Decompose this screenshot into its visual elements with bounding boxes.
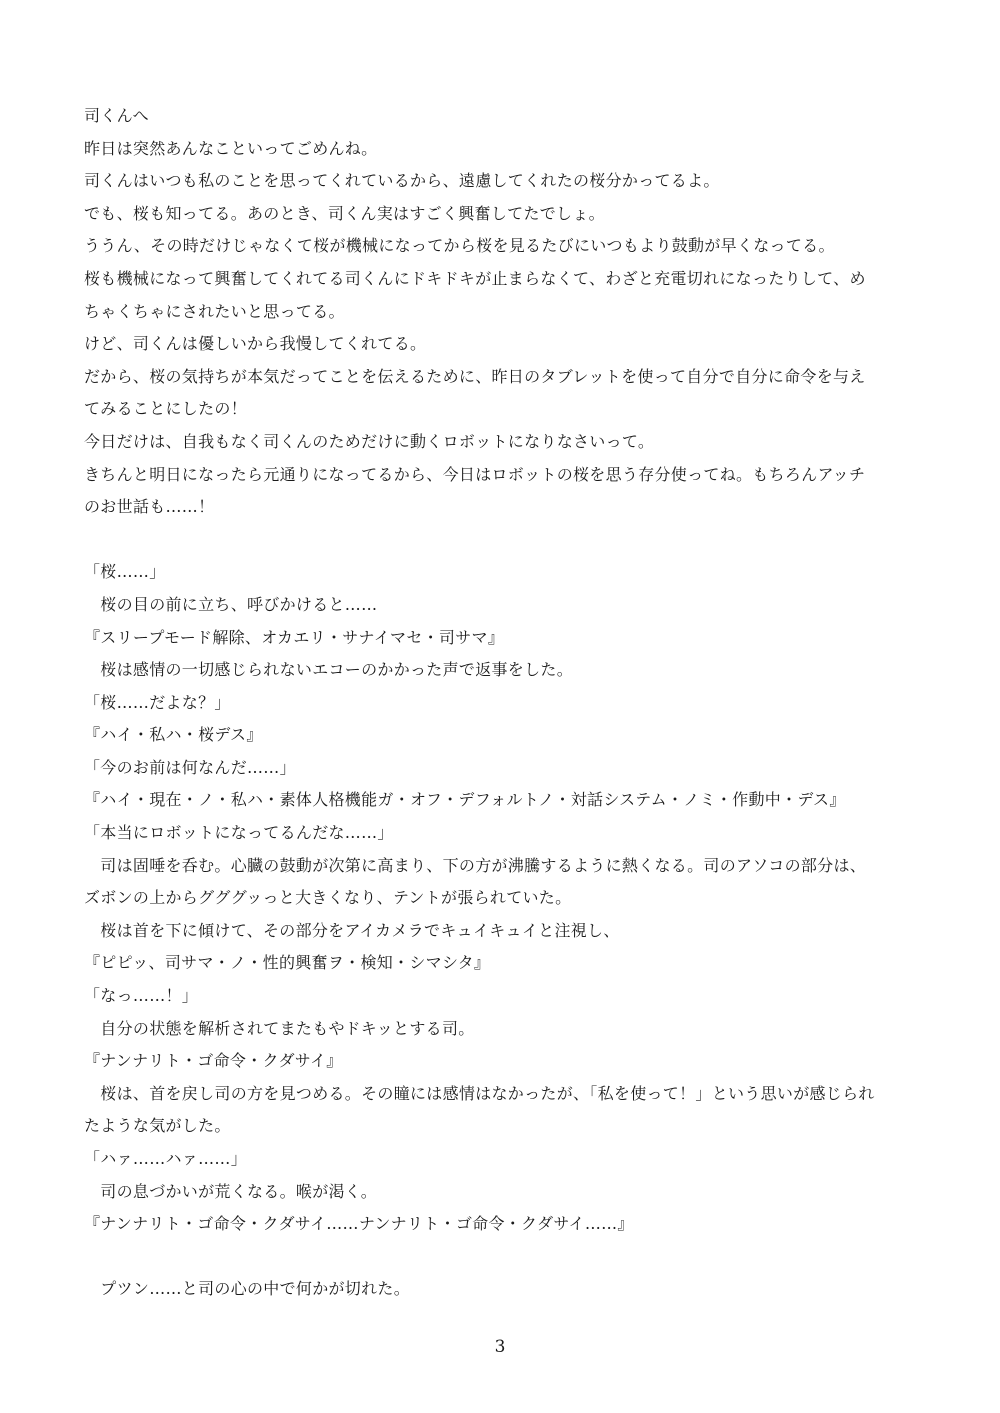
text-line: 桜も機械になって興奮してくれてる司くんにドキドキが止まらなくて、わざと充電切れになったりして、め bbox=[84, 268, 866, 288]
text-line: ううん、その時だけじゃなくて桜が機械になってから桜を見るたびにいつもより鼓動が早くなってる。 bbox=[84, 236, 835, 256]
text-line: 昨日は突然あんなこといってごめんね。 bbox=[84, 138, 378, 158]
text-line: きちんと明日になったら元通りになってるから、今日はロボットの桜を思う存分使ってね。もちろんアッチ bbox=[84, 464, 866, 484]
text-line: たような気がした。 bbox=[84, 1116, 231, 1136]
blank-line bbox=[84, 524, 924, 557]
text-line: 「桜……だよな？」 bbox=[84, 692, 231, 712]
text-line: ズボンの上からグググッっと大きくなり、テントが張られていた。 bbox=[84, 888, 572, 908]
text-line: 司くんはいつも私のことを思ってくれているから、遠慮してくれたの桜分かってるよ。 bbox=[84, 171, 720, 191]
text-line: 「なっ……！」 bbox=[84, 986, 199, 1006]
text-line: ちゃくちゃにされたいと思ってる。 bbox=[84, 301, 345, 321]
text-body bbox=[84, 100, 924, 1306]
text-line: 「本当にロボットになってるんだな……」 bbox=[84, 823, 394, 843]
text-line: 桜は、首を戻し司の方を見つめる。その瞳には感情はなかったが、「私を使って！」という思いが感じられ bbox=[84, 1083, 875, 1103]
text-line: 自分の状態を解析されてまたもやドキッとする司。 bbox=[84, 1018, 475, 1038]
text-line: 「ハァ……ハァ……」 bbox=[84, 1149, 248, 1168]
text-line: 『ハイ・私ハ・桜デス』 bbox=[84, 725, 263, 745]
text-line: 『ピピッ、司サマ・ノ・性的興奮ヲ・検知・シマシタ』 bbox=[84, 953, 491, 973]
text-line: 『ナンナリト・ゴ命令・クダサイ……ナンナリト・ゴ命令・クダサイ……』 bbox=[84, 1214, 634, 1234]
text-line: 司は固唾を呑む。心臓の鼓動が次第に高まり、下の方が沸騰するように熱くなる。司のアソコの部分は、 bbox=[84, 855, 867, 875]
page-number: 3 bbox=[494, 1337, 506, 1357]
text-line: だから、桜の気持ちが本気だってことを伝えるために、昨日のタブレットを使って自分で自分に命令を与え bbox=[84, 366, 866, 386]
text-line: 桜は感情の一切感じられないエコーのかかった声で返事をした。 bbox=[84, 660, 574, 680]
text-line: けど、司くんは優しいから我慢してくれてる。 bbox=[84, 334, 427, 354]
blank-line bbox=[84, 1241, 924, 1274]
text-line: 司の息づかいが荒くなる。喉が渇く。 bbox=[84, 1181, 378, 1201]
text-line: 「今のお前は何なんだ……」 bbox=[84, 757, 296, 777]
text-line: 『ナンナリト・ゴ命令・クダサイ』 bbox=[84, 1051, 343, 1071]
text-line: プツン……と司の心の中で何かが切れた。 bbox=[84, 1279, 411, 1299]
text-line: 桜の目の前に立ち、呼びかけると…… bbox=[84, 594, 378, 614]
text-line: のお世話も……！ bbox=[84, 497, 215, 517]
text-line: 司くんへ bbox=[84, 106, 149, 125]
text-line: 『ハイ・現在・ノ・私ハ・素体人格機能ガ・オフ・デフォルトノ・対話システム・ノミ・作動中・デス』 bbox=[84, 790, 846, 810]
text-line: てみることにしたの！ bbox=[84, 399, 248, 419]
text-line: 今日だけは、自我もなく司くんのためだけに動くロボットになりなさいって。 bbox=[84, 431, 655, 451]
text-line: 「桜……」 bbox=[84, 562, 166, 582]
text-line: 桜は首を下に傾けて、その部分をアイカメラでキュイキュイと注視し、 bbox=[84, 920, 620, 940]
text-line: 『スリープモード解除、オカエリ・サナイマセ・司サマ』 bbox=[84, 627, 505, 647]
text-line: でも、桜も知ってる。あのとき、司くん実はすごく興奮してたでしょ。 bbox=[84, 203, 605, 223]
